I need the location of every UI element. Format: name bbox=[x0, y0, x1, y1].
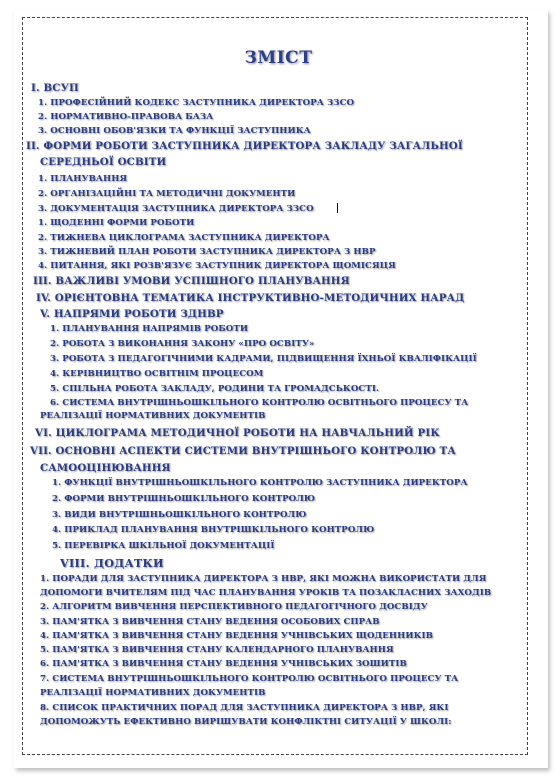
toc-item: 1. ПЛАНУВАННЯ НАПРЯМІВ РОБОТИ bbox=[50, 324, 249, 334]
toc-item-cont: РЕАЛІЗАЦІЇ НОРМАТИВНИХ ДОКУМЕНТІВ bbox=[40, 411, 266, 421]
toc-heading-8: VIII. ДОДАТКИ bbox=[60, 556, 164, 570]
toc-item: 8. СПИСОК ПРАКТИЧНИХ ПОРАД ДЛЯ ЗАСТУПНИКА ДИРЕКТОРА З НВР, ЯКІ bbox=[40, 703, 449, 713]
toc-heading-3: ІІІ. ВАЖЛИВІ УМОВИ УСПІШНОГО ПЛАНУВАННЯ bbox=[33, 275, 350, 287]
toc-item: 3. РОБОТА З ПЕДАГОГІЧНИМИ КАДРАМИ, ПІДВИЩЕННЯ ЇХНЬОЇ КВАЛІФІКАЦІЇ bbox=[50, 354, 477, 364]
toc-item: 4. КЕРІВНИЦТВО ОСВІТНІМ ПРОЦЕСОМ bbox=[50, 369, 264, 379]
toc-item: 5. ПЕРЕВІРКА ШКІЛЬНОЇ ДОКУМЕНТАЦІЇ bbox=[52, 541, 275, 551]
toc-item: 4. ПАМ'ЯТКА З ВИВЧЕННЯ СТАНУ ВЕДЕННЯ УЧНІВСЬКИХ ЩОДЕННИКІВ bbox=[40, 631, 433, 641]
toc-heading-1: І. ВСУП bbox=[31, 82, 79, 94]
toc-item: 1. ПОРАДИ ДЛЯ ЗАСТУПНИКА ДИРЕКТОРА З НВР, ЯКІ МОЖНА ВИКОРИСТАТИ ДЛЯ bbox=[40, 574, 487, 584]
toc-item: 3. ДОКУМЕНТАЦІЯ ЗАСТУПНИКА ДИРЕКТОРА ЗЗСО bbox=[38, 204, 314, 214]
toc-item: 1. ЩОДЕННІ ФОРМИ РОБОТИ bbox=[38, 218, 195, 228]
toc-item: 4. ПИТАННЯ, ЯКІ РОЗВ'ЯЗУЄ ЗАСТУПНИК ДИРЕКТОРА ЩОМІСЯЦЯ bbox=[38, 261, 396, 271]
toc-item: 1. ПЛАНУВАННЯ bbox=[38, 174, 128, 184]
toc-item: 6. СИСТЕМА ВНУТРІШНЬОШКІЛЬНОГО КОНТРОЛЮ ОСВІТНЬОГО ПРОЦЕСУ ТА bbox=[50, 398, 469, 408]
toc-heading-2: ІІ. ФОРМИ РОБОТИ ЗАСТУПНИКА ДИРЕКТОРА ЗАКЛАДУ ЗАГАЛЬНОЇ bbox=[26, 140, 463, 152]
toc-item: 1. ФУНКЦІЇ ВНУТРІШНЬОШКІЛЬНОГО КОНТРОЛЮ ЗАСТУПНИКА ДИРЕКТОРА bbox=[52, 478, 468, 488]
toc-item-cont: ДОПОМОГИ ВЧИТЕЛЯМ ПІД ЧАС ПЛАНУВАННЯ УРОКІВ ТА ПОЗАКЛАСНИХ ЗАХОДІВ bbox=[40, 588, 492, 598]
toc-heading-2-cont: СЕРЕДНЬОЇ ОСВІТИ bbox=[40, 156, 167, 168]
toc-item: 3. ВИДИ ВНУТРІШНЬОШКІЛЬНОГО КОНТРОЛЮ bbox=[52, 510, 307, 520]
toc-item: 3. ТИЖНЕВИЙ ПЛАН РОБОТИ ЗАСТУПНИКА ДИРЕКТОРА З НВР bbox=[38, 247, 376, 257]
toc-item: 1. ПРОФЕСІЙНИЙ КОДЕКС ЗАСТУПНИКА ДИРЕКТОРА ЗЗСО bbox=[38, 98, 355, 108]
toc-item: 3. ПАМ'ЯТКА З ВИВЧЕННЯ СТАНУ ВЕДЕННЯ ОСОБОВИХ СПРАВ bbox=[40, 617, 380, 627]
toc-heading-4: IV. ОРІЄНТОВНА ТЕМАТИКА ІНСТРУКТИВНО-МЕТОДИЧНИХ НАРАД bbox=[36, 292, 465, 304]
toc-item: 6. ПАМ'ЯТКА З ВИВЧЕННЯ СТАНУ ВЕДЕННЯ УЧНІВСЬКИХ ЗОШИТІВ bbox=[40, 659, 407, 669]
toc-item: 3. ОСНОВНІ ОБОВ'ЯЗКИ ТА ФУНКЦІЇ ЗАСТУПНИКА bbox=[38, 126, 311, 136]
toc-item: 2. РОБОТА З ВИКОНАННЯ ЗАКОНУ «ПРО ОСВІТУ» bbox=[50, 339, 315, 349]
toc-item: 2. ТИЖНЕВА ЦИКЛОГРАМА ЗАСТУПНИКА ДИРЕКТОРА bbox=[38, 233, 330, 243]
toc-item: 7. СИСТЕМА ВНУТРІШНЬОШКІЛЬНОГО КОНТРОЛЮ ОСВІТНЬОГО ПРОЦЕСУ ТА bbox=[40, 674, 459, 684]
toc-heading-6: VI. ЦИКЛОГРАМА МЕТОДИЧНОЇ РОБОТИ НА НАВЧАЛЬНИЙ РІК bbox=[35, 427, 440, 439]
toc-item: 2. НОРМАТИВНО-ПРАВОВА БАЗА bbox=[38, 112, 214, 122]
toc-heading-7: VII. ОСНОВНІ АСПЕКТИ СИСТЕМИ ВНУТРІШНЬОГО КОНТРОЛЮ ТА bbox=[30, 445, 456, 457]
document-title: ЗМІСТ bbox=[244, 48, 313, 68]
toc-heading-5: V. НАПРЯМИ РОБОТИ ЗДНВР bbox=[40, 308, 224, 320]
toc-item: 5. СПІЛЬНА РОБОТА ЗАКЛАДУ, РОДИНИ ТА ГРОМАДСЬКОСТІ. bbox=[50, 384, 380, 394]
toc-item: 2. ФОРМИ ВНУТРІШНЬОШКІЛЬНОГО КОНТРОЛЮ bbox=[52, 494, 316, 504]
toc-heading-7-cont: САМООЦІНЮВАННЯ bbox=[40, 462, 171, 474]
toc-item: 2. ОРГАНІЗАЦІЙНІ ТА МЕТОДИЧНІ ДОКУМЕНТИ bbox=[38, 189, 296, 199]
toc-item: 5. ПАМ'ЯТКА З ВИВЧЕННЯ СТАНУ КАЛЕНДАРНОГО ПЛАНУВАННЯ bbox=[40, 645, 394, 655]
toc-item: 2. АЛГОРИТМ ВИВЧЕННЯ ПЕРСПЕКТИВНОГО ПЕДАГОГІЧНОГО ДОСВІДУ bbox=[40, 602, 428, 612]
toc-item: 4. ПРИКЛАД ПЛАНУВАННЯ ВНУТРІШКІЛЬНОГО КОНТРОЛЮ bbox=[52, 525, 375, 535]
text-cursor bbox=[337, 203, 338, 213]
toc-item-cont: ДОПОМОЖУТЬ ЕФЕКТИВНО ВИРІШУВАТИ КОНФЛІКТНІ СИТУАЦІЇ У ШКОЛІ: bbox=[40, 717, 452, 727]
toc-item-cont: РЕАЛІЗАЦІЇ НОРМАТИВНИХ ДОКУМЕНТІВ bbox=[40, 688, 266, 698]
